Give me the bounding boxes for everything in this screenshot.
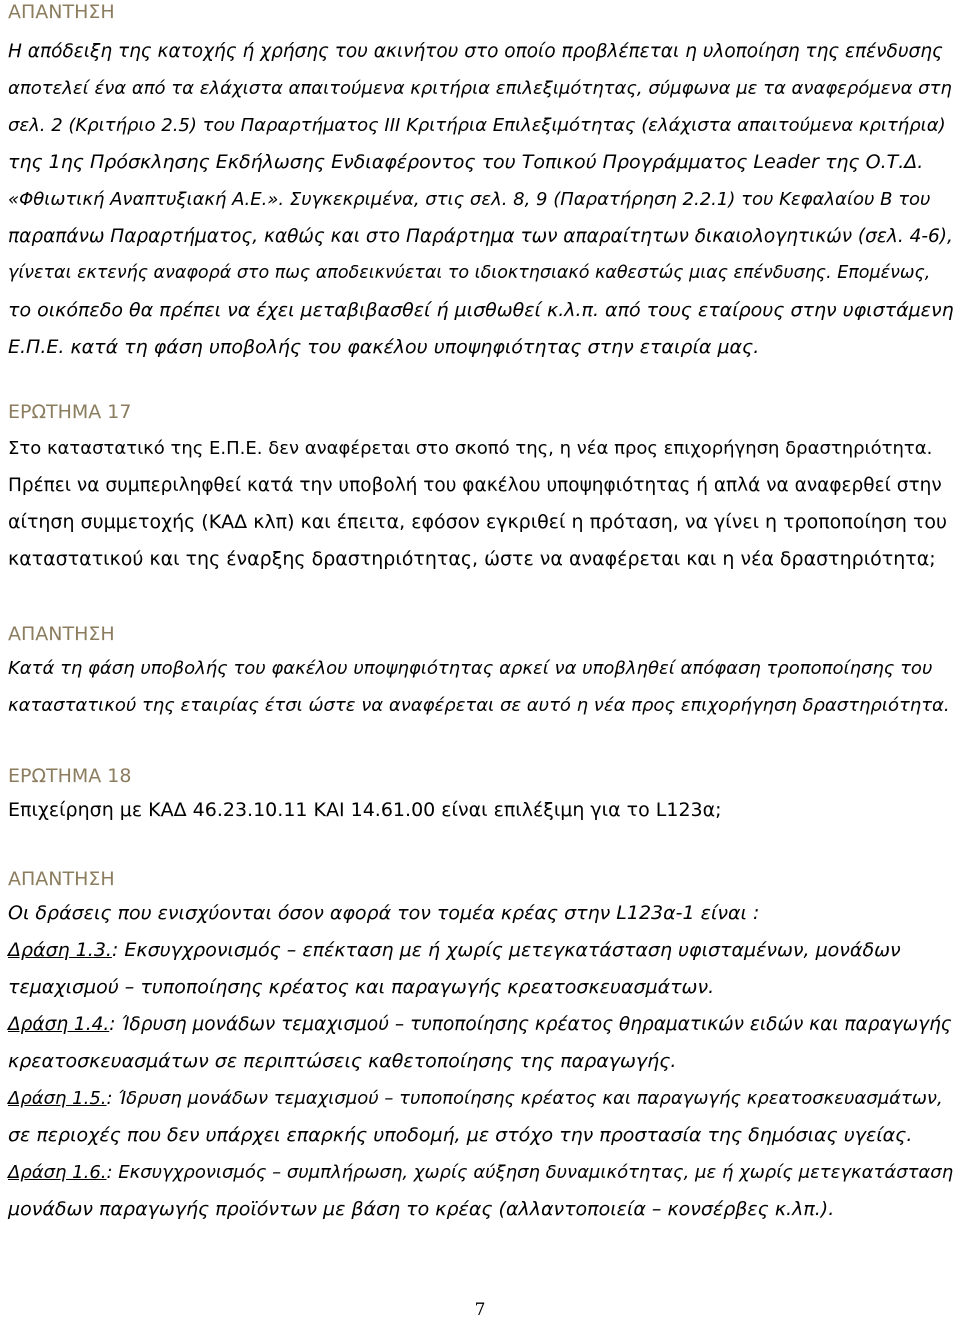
- text-line: «Φθιωτική Αναπτυξιακή Α.Ε.». Συγκεκριμένα, στις σελ. 8, 9 (Παρατήρηση 2.2.1) του Κεφαλαίου Β του: [8, 189, 931, 210]
- text-line: Επιχείρηση με ΚΑΔ 46.23.10.11 ΚΑΙ 14.61.00 είναι επιλέξιμη για το L123α;: [8, 799, 722, 821]
- text-line: Κατά τη φάση υποβολής του φακέλου υποψηφιότητας αρκεί να υποβληθεί απόφαση τροποποίησης του: [8, 658, 933, 679]
- answer-17-heading: ΑΠΑΝΤΗΣΗ: [8, 623, 115, 645]
- action-text: : Ίδρυση μονάδων τεμαχισμού – τυποποίησης κρέατος θηραματικών ειδών και παραγωγής: [109, 1014, 952, 1035]
- action-line: [8, 1006, 956, 1043]
- text-line: της 1ης Πρόσκλησης Εκδήλωσης Ενδιαφέροντος του Τοπικού Προγράμματος Leader της Ο.Τ.Δ.: [8, 151, 924, 173]
- question-18-heading: ΕΡΩΤΗΜΑ 18: [8, 765, 132, 787]
- answer-heading: ΑΠΑΝΤΗΣΗ: [8, 1, 115, 23]
- question-18-paragraph: [8, 792, 956, 829]
- text-line: μονάδων παραγωγής προϊόντων με βάση το κρέας (αλλαντοποιεία – κονσέρβες κ.λπ.).: [8, 1198, 835, 1220]
- page-number: 7: [474, 1300, 486, 1320]
- answer-18-heading: ΑΠΑΝΤΗΣΗ: [8, 868, 115, 890]
- text-line: αίτηση συμμετοχής (ΚΑΔ κλπ) και έπειτα, εφόσον εγκριθεί η πρόταση, να γίνει η τροποποίηση του: [8, 511, 948, 533]
- text-line: καταστατικού της εταιρίας έτσι ώστε να αναφέρεται σε αυτό η νέα προς επιχορήγηση δραστηριότητα.: [8, 695, 950, 716]
- text-line: Πρέπει να συμπεριληφθεί κατά την υποβολή του φακέλου υποψηφιότητας ή απλά να αναφερθεί στην: [8, 475, 942, 496]
- text-line: σελ. 2 (Κριτήριο 2.5) του Παραρτήματος III Κριτήρια Επιλεξιμότητας (ελάχιστα απαιτούμενα κριτήρια): [8, 115, 946, 136]
- answer-17-paragraph: [8, 650, 956, 724]
- action-line: [8, 1154, 956, 1191]
- action-text: : Εκσυγχρονισμός – συμπλήρωση, χωρίς αύξηση δυναμικότητας, με ή χωρίς μετεγκατάσταση: [106, 1162, 954, 1183]
- action-text: : Ίδρυση μονάδων τεμαχισμού – τυποποίησης κρέατος και παραγωγής κρεατοσκευασμάτων,: [106, 1088, 943, 1109]
- text-line: τεμαχισμού – τυποποίησης κρέατος και παραγωγής κρεατοσκευασμάτων.: [8, 976, 715, 998]
- text-line: Στο καταστατικό της Ε.Π.Ε. δεν αναφέρεται στο σκοπό της, η νέα προς επιχορήγηση δραστηριότητα.: [8, 438, 933, 459]
- text-line: Οι δράσεις που ενισχύονται όσον αφορά τον τομέα κρέας στην L123α-1 είναι :: [8, 902, 760, 924]
- text-line: Η απόδειξη της κατοχής ή χρήσης του ακινήτου στο οποίο προβλέπεται η υλοποίηση της επένδυσης: [8, 41, 943, 62]
- action-label: Δράση 1.5.: [8, 1088, 107, 1109]
- question-17-heading: ΕΡΩΤΗΜΑ 17: [8, 401, 132, 423]
- action-label: Δράση 1.3.: [8, 939, 112, 961]
- answer-18-paragraph: [8, 895, 956, 1228]
- action-line: [8, 932, 956, 969]
- action-label: Δράση 1.6.: [8, 1162, 107, 1183]
- question-17-paragraph: [8, 430, 956, 578]
- document-page: [8, 0, 956, 1228]
- answer-paragraph: [8, 33, 956, 366]
- text-line: γίνεται εκτενής αναφορά στο πως αποδεικνύεται το ιδιοκτησιακό καθεστώς μιας επένδυσης. Επομένως,: [8, 263, 931, 283]
- text-line: το οικόπεδο θα πρέπει να έχει μεταβιβασθεί ή μισθωθεί κ.λ.π. από τους εταίρους στην υφιστάμενη: [8, 299, 954, 321]
- text-line: κρεατοσκευασμάτων σε περιπτώσεις καθετοποίησης της παραγωγής.: [8, 1050, 677, 1072]
- text-line: καταστατικού και της έναρξης δραστηριότητας, ώστε να αναφέρεται και η νέα δραστηριότητα;: [8, 548, 936, 570]
- text-line: Ε.Π.Ε. κατά τη φάση υποβολής του φακέλου υποψηφιότητας στην εταιρία μας.: [8, 336, 760, 358]
- text-line: αποτελεί ένα από τα ελάχιστα απαιτούμενα κριτήρια επιλεξιμότητας, σύμφωνα με τα αναφερόμενα στη: [8, 78, 952, 99]
- action-label: Δράση 1.4.: [8, 1014, 110, 1035]
- action-line: [8, 1080, 956, 1117]
- text-line: σε περιοχές που δεν υπάρχει επαρκής υποδομή, με στόχο την προστασία της δημόσιας υγείας.: [8, 1124, 913, 1146]
- text-line: παραπάνω Παραρτήματος, καθώς και στο Παράρτημα των απαραίτητων δικαιολογητικών (σελ. 4-6),: [8, 226, 953, 247]
- action-text: : Εκσυγχρονισμός – επέκταση με ή χωρίς μετεγκατάσταση υφισταμένων, μονάδων: [111, 939, 901, 961]
